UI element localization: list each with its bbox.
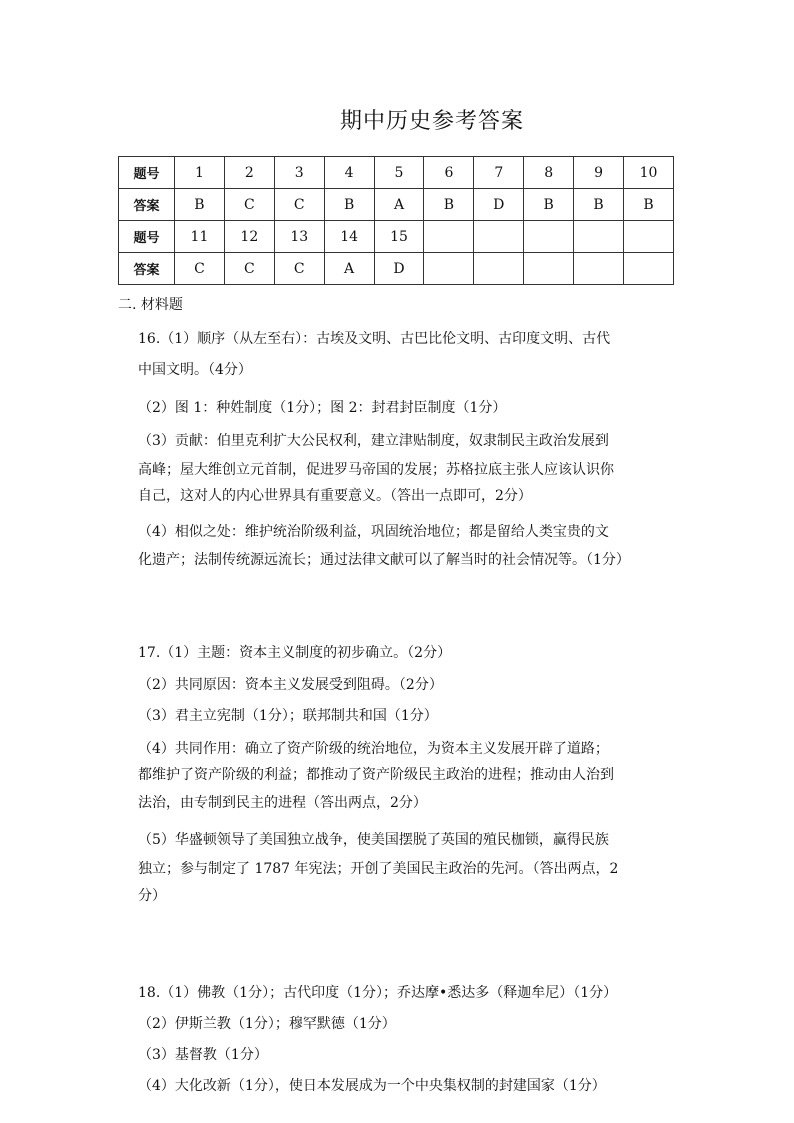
table-cell: B — [424, 189, 474, 221]
table-cell: B — [524, 189, 574, 221]
table-cell: 11 — [175, 221, 225, 253]
table-cell: B — [624, 189, 674, 221]
q17-line-6: 法治，由专制到民主的进程（答出两点，2分） — [138, 795, 427, 811]
row-label: 题号 — [119, 157, 175, 189]
table-cell: 12 — [224, 221, 274, 253]
table-cell: 10 — [624, 157, 674, 189]
table-cell: A — [324, 253, 374, 285]
table-cell: B — [324, 189, 374, 221]
table-cell: 15 — [374, 221, 424, 253]
table-cell: A — [374, 189, 424, 221]
q17-line-1: 17.（1）主题：资本主义制度的初步确立。（2分） — [138, 645, 452, 661]
row-label: 答案 — [119, 253, 175, 285]
table-cell: B — [175, 189, 225, 221]
table-cell: C — [224, 189, 274, 221]
table-cell — [424, 221, 474, 253]
table-cell: C — [224, 253, 274, 285]
table-cell: C — [274, 253, 324, 285]
table-row — [119, 253, 674, 285]
table-cell — [474, 253, 524, 285]
table-cell: 13 — [274, 221, 324, 253]
table-cell: 3 — [274, 157, 324, 189]
table-cell: 5 — [374, 157, 424, 189]
q17-line-7: （5）华盛顿领导了美国独立战争，使美国摆脱了英国的殖民枷锁，赢得民族 — [138, 832, 609, 848]
table-cell: C — [274, 189, 324, 221]
q17-line-2: （2）共同原因：资本主义发展受到阻碍。（2分） — [138, 677, 443, 693]
q17-line-9: 分） — [138, 888, 166, 904]
table-cell: 8 — [524, 157, 574, 189]
table-cell: 1 — [175, 157, 225, 189]
q17-line-8: 独立；参与制定了 1787 年宪法；开创了美国民主政治的先河。（答出两点，2 — [138, 861, 619, 877]
row-label: 答案 — [119, 189, 175, 221]
table-row — [119, 221, 674, 253]
table-cell — [524, 221, 574, 253]
table-cell: 7 — [474, 157, 524, 189]
table-cell — [624, 253, 674, 285]
row-label: 题号 — [119, 221, 175, 253]
q16-line-5: 高峰；屋大维创立元首制，促进罗马帝国的发展；苏格拉底主张人应该认识你 — [138, 462, 614, 478]
table-cell — [424, 253, 474, 285]
q16-line-8: 化遗产；法制传统源远流长；通过法律文献可以了解当时的社会情况等。（1分） — [138, 552, 630, 568]
table-cell — [524, 253, 574, 285]
q16-line-3: （2）图 1：种姓制度（1分）；图 2：封君封臣制度（1分） — [138, 400, 507, 416]
table-cell: C — [175, 253, 225, 285]
table-cell — [474, 221, 524, 253]
table-row — [119, 157, 674, 189]
q16-line-7: （4）相似之处：维护统治阶级利益，巩固统治地位；都是留给人类宝贵的文 — [138, 524, 609, 540]
q18-line-3: （3）基督教（1分） — [138, 1047, 268, 1063]
table-cell: 6 — [424, 157, 474, 189]
q16-line-6: 自己，这对人的内心世界具有重要意义。（答出一点即可，2分） — [138, 488, 532, 504]
table-cell: D — [374, 253, 424, 285]
table-cell — [574, 253, 624, 285]
q16-line-2: 中国文明。（4分） — [138, 362, 252, 378]
page-title: 期中历史参考答案 — [339, 109, 524, 134]
table-cell — [624, 221, 674, 253]
q17-line-4: （4）共同作用：确立了资产阶级的统治地位，为资本主义发展开辟了道路； — [138, 741, 609, 757]
q17-line-5: 都维护了资产阶级的利益；都推动了资产阶级民主政治的进程；推动由人治到 — [138, 767, 614, 783]
q16-line-1: 16.（1）顺序（从左至右）：古埃及文明、古巴比伦文明、古印度文明、古代 — [138, 331, 611, 347]
q16-line-4: （3）贡献：伯里克利扩大公民权利，建立津贴制度，奴隶制民主政治发展到 — [138, 433, 609, 449]
answer-table — [118, 156, 674, 285]
section-title: 二. 材料题 — [118, 297, 183, 313]
q18-line-1: 18.（1）佛教（1分）；古代印度（1分）；乔达摩•悉达多（释迦牟尼）（1分） — [138, 985, 618, 1001]
table-cell: 14 — [324, 221, 374, 253]
table-cell: 9 — [574, 157, 624, 189]
q18-line-4: （4）大化改新（1分），使日本发展成为一个中央集权制的封建国家（1分） — [138, 1078, 606, 1094]
q17-line-3: （3）君主立宪制（1分）；联邦制共和国（1分） — [138, 708, 438, 724]
table-cell: 4 — [324, 157, 374, 189]
table-cell: D — [474, 189, 524, 221]
table-row — [119, 189, 674, 221]
table-cell: 2 — [224, 157, 274, 189]
q18-line-2: （2）伊斯兰教（1分）；穆罕默德（1分） — [138, 1016, 396, 1032]
table-cell: B — [574, 189, 624, 221]
table-cell — [574, 221, 624, 253]
